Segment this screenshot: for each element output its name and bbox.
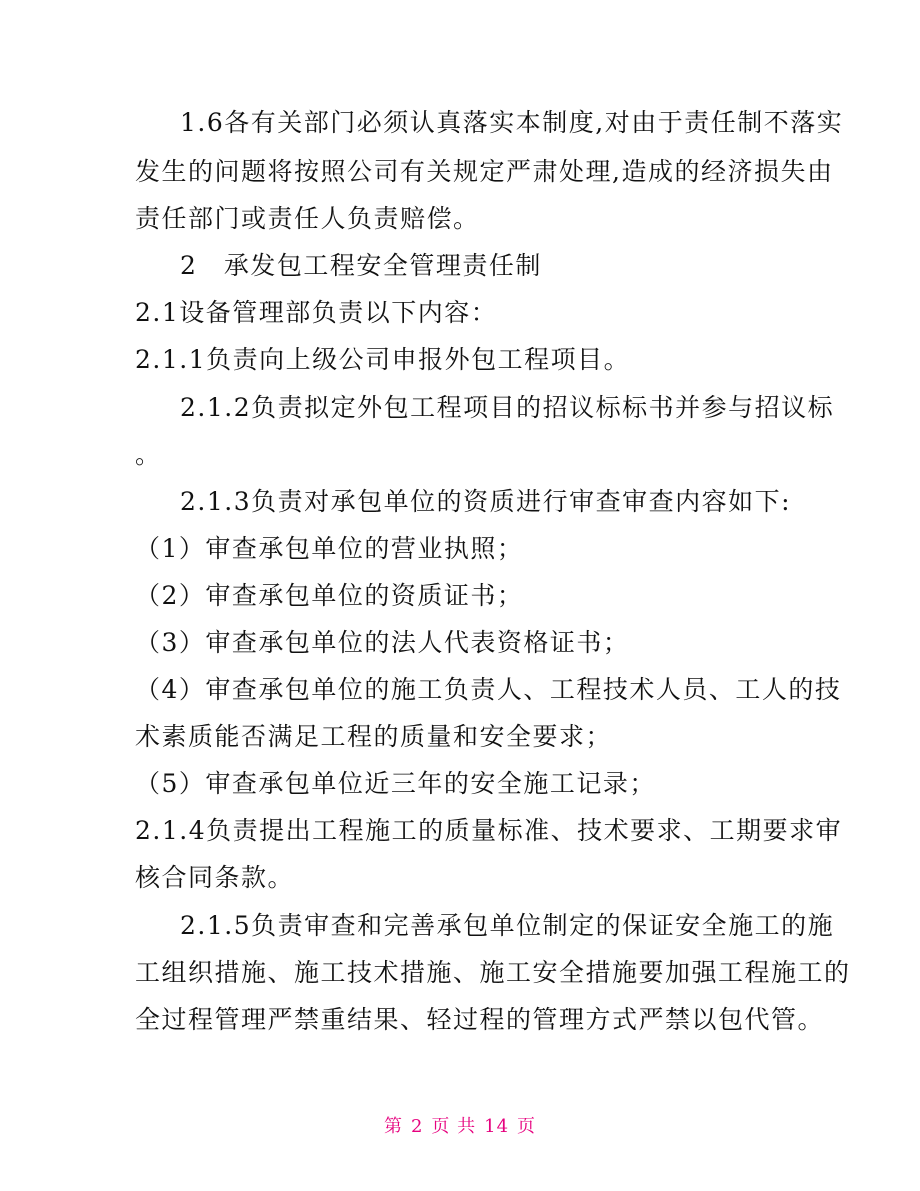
section-heading: 2 承发包工程安全管理责任制 <box>180 251 542 280</box>
paragraph-line: 1.6各有关部门必须认真落实本制度,对由于责任制不落实 <box>180 108 844 137</box>
paragraph-line: 2.1.4负责提出工程施工的质量标准、技术要求、工期要求审 <box>135 816 843 845</box>
list-item: （3）审查承包单位的法人代表资格证书； <box>135 628 630 657</box>
list-item: （4）审查承包单位的施工负责人、工程技术人员、工人的技 <box>135 675 842 704</box>
footer-middle: 页 共 <box>431 1116 477 1137</box>
paragraph-line: 2.1设备管理部负责以下内容： <box>135 298 498 327</box>
footer-suffix: 页 <box>517 1116 537 1137</box>
paragraph-line: 核合同条款。 <box>135 863 295 892</box>
paragraph-line: 2.1.5负责审查和完善承包单位制定的保证安全施工的施 <box>180 911 835 940</box>
footer-prefix: 第 <box>383 1116 403 1137</box>
list-item: （2）审查承包单位的资质证书； <box>135 581 524 610</box>
paragraph-line: 术素质能否满足工程的质量和安全要求； <box>135 722 613 751</box>
paragraph-line: 责任部门或责任人负责赔偿。 <box>135 204 480 233</box>
list-item: （1）审查承包单位的营业执照； <box>135 534 524 563</box>
paragraph-line: 发生的问题将按照公司有关规定严肃处理,造成的经济损失由 <box>135 157 834 186</box>
paragraph-line: 2.1.1负责向上级公司申报外包工程项目。 <box>135 345 631 374</box>
paragraph-line: 2.1.3负责对承包单位的资质进行审查审查内容如下: <box>180 487 792 516</box>
paragraph-line: 工组织措施、施工技术措施、施工安全措施要加强工程施工的 <box>135 958 851 987</box>
paragraph-line: 。 <box>135 440 162 469</box>
list-item: （5）审查承包单位近三年的安全施工记录； <box>135 769 656 798</box>
footer-page-number: 2 <box>410 1116 424 1137</box>
paragraph-line: 全过程管理严禁重结果、轻过程的管理方式严禁以包代管。 <box>135 1005 825 1034</box>
footer-total-pages: 14 <box>484 1116 510 1137</box>
paragraph-line: 2.1.2负责拟定外包工程项目的招议标标书并参与招议标 <box>180 393 835 422</box>
page-footer <box>0 1112 920 1138</box>
